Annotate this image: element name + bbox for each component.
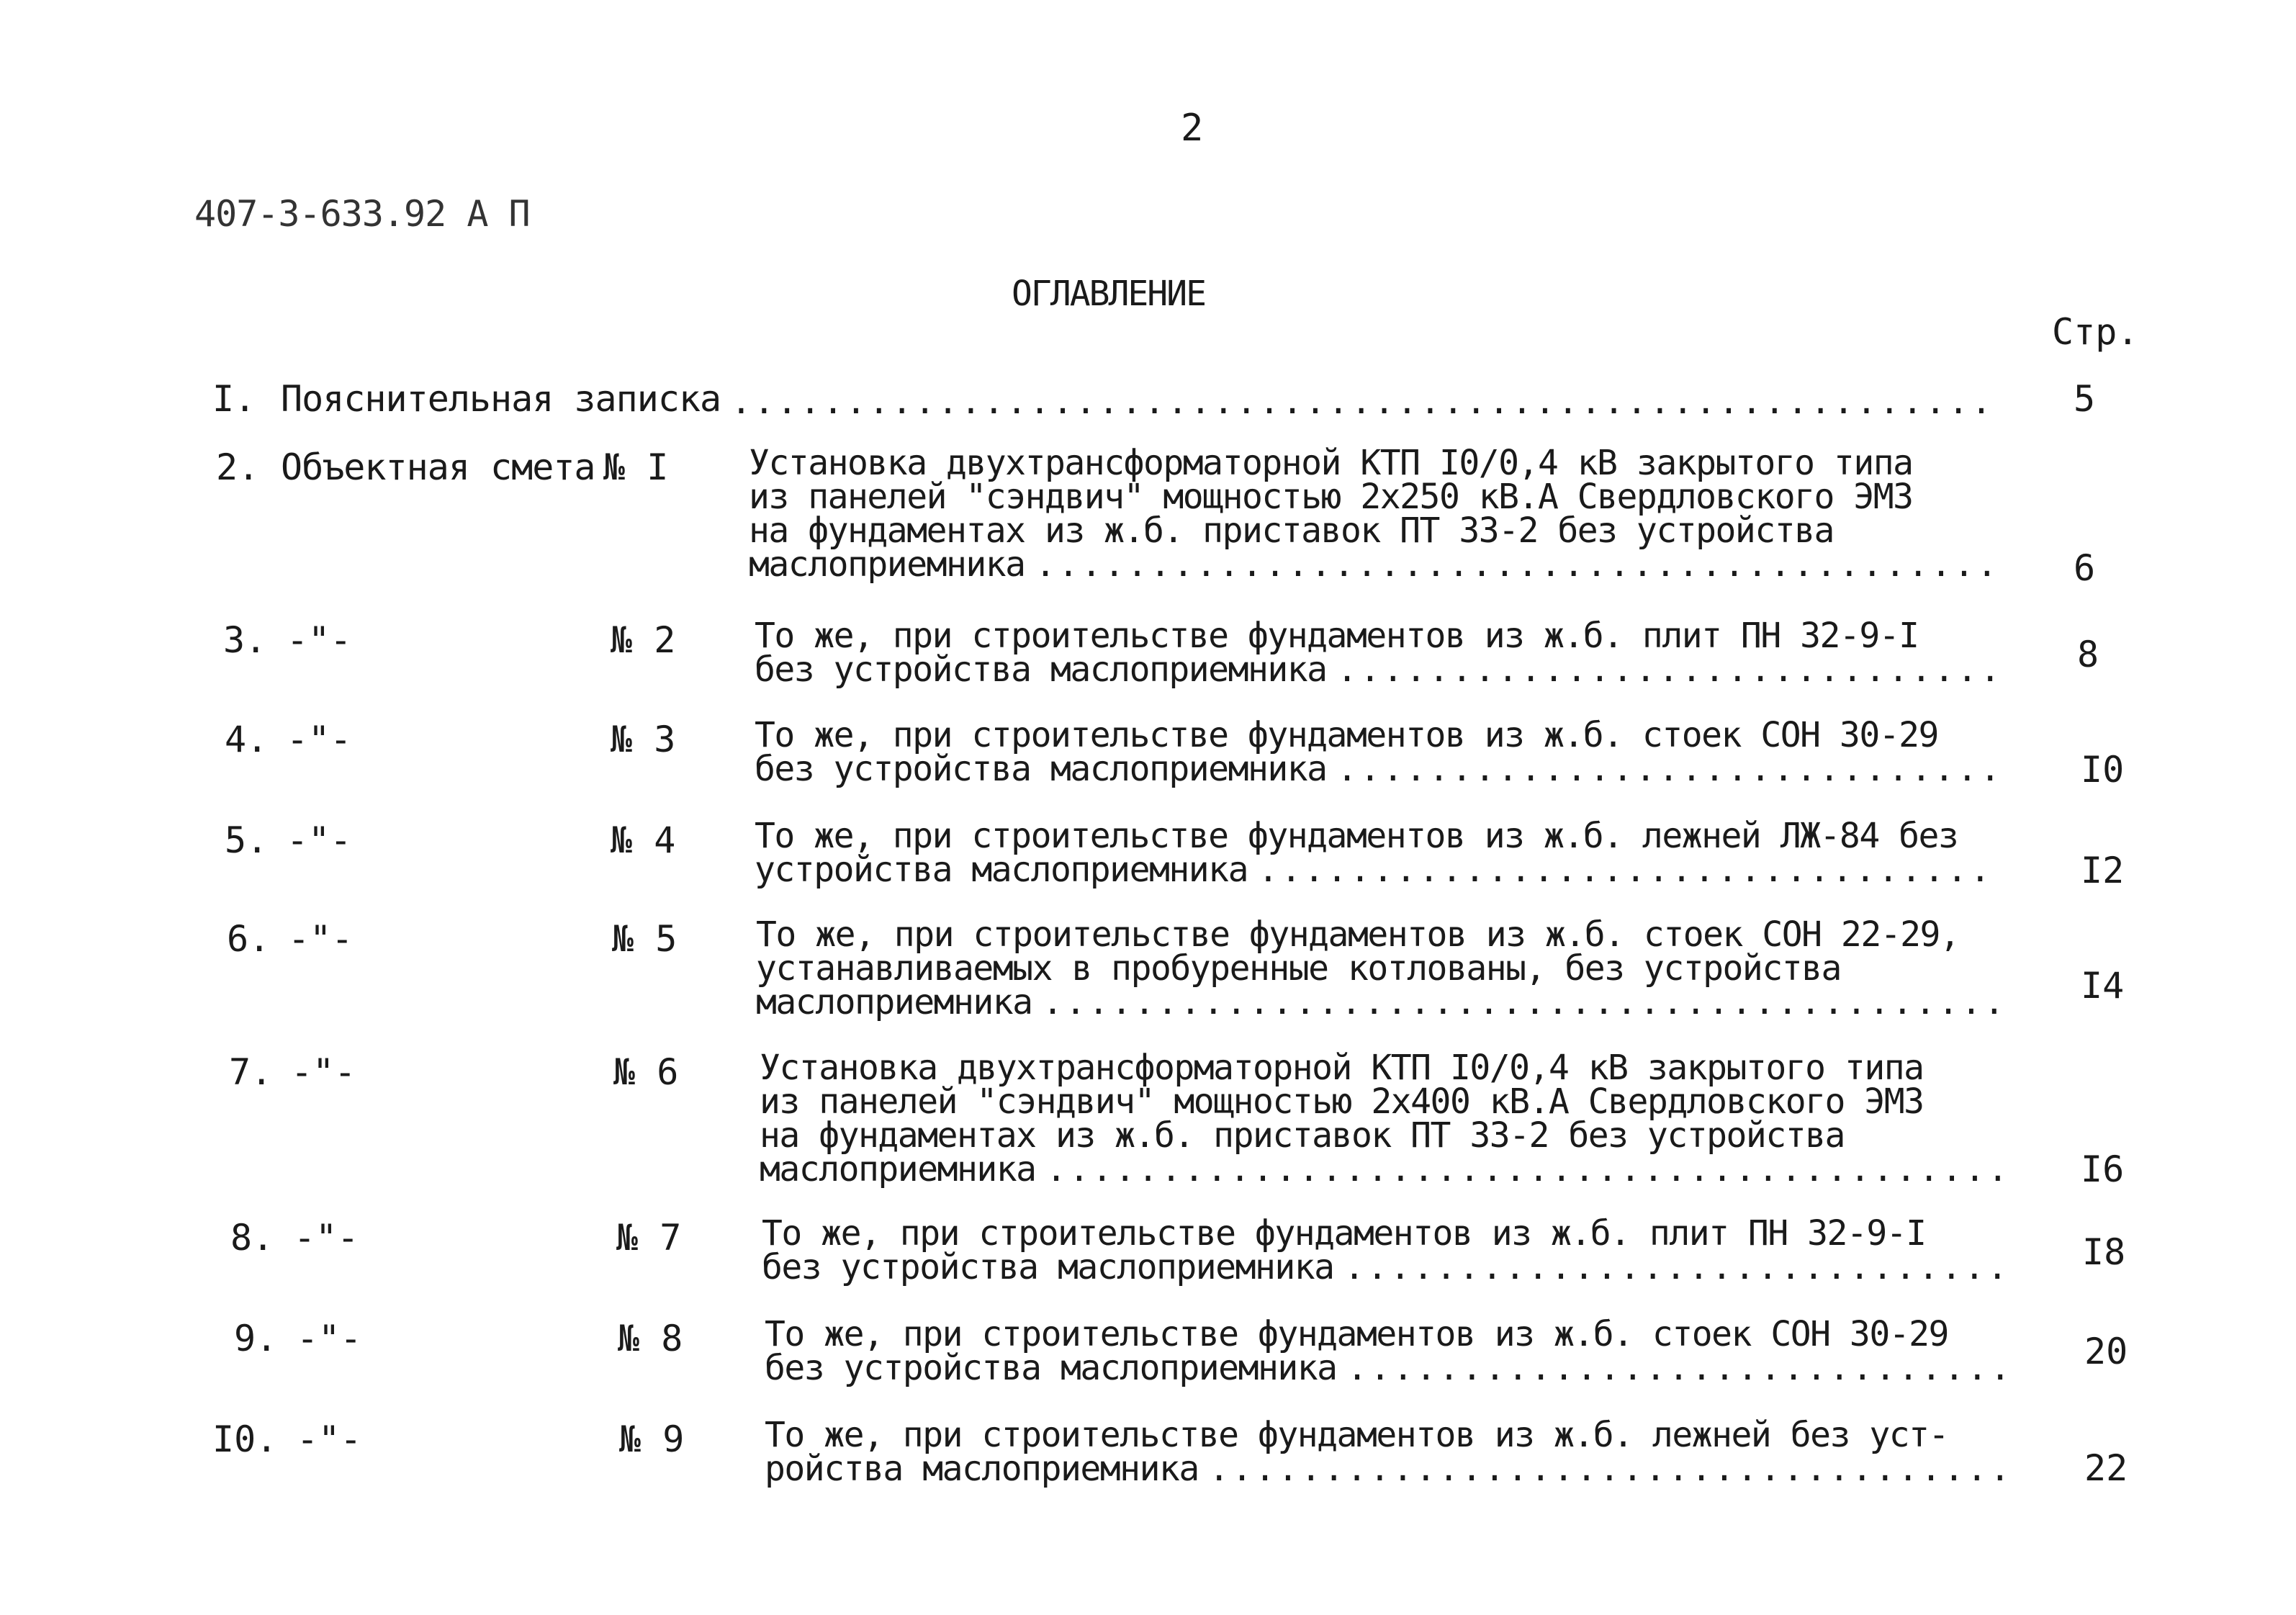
row-number: 7.	[229, 1051, 273, 1093]
page-number: 2	[1181, 107, 1204, 150]
dot-leader	[1043, 986, 2002, 1020]
ditto-mark: -"-	[287, 619, 352, 661]
ditto-mark: -"-	[297, 1418, 362, 1460]
row-description: Установка двухтрансформаторной КТП I0/0,4 кВ закрытого типа из панелей "сэндвич" мощностью 2х250 кВ.А Свердловского ЭМЗ на фундаментах из ж.б. приставок ПТ 33-2 без устройства маслоприемника .....	[749, 446, 2016, 582]
ditto-mark: -"-	[297, 1318, 362, 1359]
row-smeta-number: № 9	[619, 1418, 685, 1460]
dot-leader	[731, 382, 1994, 422]
row-smeta-number: № I	[603, 446, 669, 488]
dot-leader	[1344, 1251, 2007, 1285]
row-number: 4.	[225, 719, 269, 760]
row-description: То же, при строительстве фундаментов из ж.б. стоек СОН 30-29 без устройства маслоприемника .....	[755, 719, 2022, 786]
row-page: 6	[2074, 547, 2096, 589]
row-description: То же, при строительстве фундаментов из ж.б. лежней без уст- ройства маслоприемника .....	[765, 1418, 2032, 1486]
row-smeta-number: № 8	[618, 1318, 683, 1359]
ditto-mark: -"-	[288, 918, 354, 960]
dot-leader	[1337, 752, 2000, 786]
ditto-mark: -"-	[287, 719, 352, 760]
dot-leader	[1337, 653, 2000, 687]
row-page: I2	[2081, 850, 2125, 891]
document-code: 407-3-633.92 А П	[194, 193, 530, 235]
dot-leader	[1258, 853, 2000, 887]
toc-title: ОГЛАВЛЕНИЕ	[1012, 274, 1205, 314]
row-smeta-number: № 2	[611, 619, 676, 661]
row-page: I4	[2081, 965, 2125, 1007]
dot-leader	[1035, 548, 1994, 582]
row-smeta-number: № 5	[612, 918, 677, 960]
row-smeta-number: № 4	[611, 819, 676, 861]
row-label: Пояснительная записка	[281, 378, 721, 420]
row-page: I0	[2081, 749, 2125, 791]
row-page: 5	[2074, 378, 2096, 420]
row-page: I6	[2081, 1148, 2125, 1190]
row-smeta-number: № 7	[616, 1217, 682, 1259]
row-page: 22	[2084, 1447, 2128, 1489]
row-smeta-number: № 6	[613, 1051, 679, 1093]
dot-leader	[1209, 1452, 2010, 1486]
row-number: 6.	[227, 918, 271, 960]
row-page: 20	[2084, 1331, 2128, 1372]
dot-leader	[1046, 1153, 2005, 1187]
row-number: 2.	[216, 446, 260, 488]
row-number: 5.	[225, 819, 269, 861]
row-page: 8	[2077, 634, 2099, 675]
row-description: То же, при строительстве фундаментов из ж.б. стоек СОН 30-29 без устройства маслоприемника .....	[765, 1318, 2032, 1385]
row-description: То же, при строительстве фундаментов из ж.б. плит ПН 32-9-I без устройства маслоприемника .....	[755, 619, 2022, 687]
row-number: I.	[212, 378, 256, 420]
ditto-mark: -"-	[294, 1217, 359, 1259]
dot-leader	[1347, 1351, 2010, 1385]
row-description: То же, при строительстве фундаментов из ж.б. стоек СОН 22-29, устанавливаемых в пробуренные котлованы, без устройства маслоприемника .....	[756, 918, 2023, 1020]
row-description: Установка двухтрансформаторной КТП I0/0,4 кВ закрытого типа из панелей "сэндвич" мощностью 2х400 кВ.А Свердловского ЭМЗ на фундаментах из ж.б. приставок ПТ 33-2 без устройства маслоприемника .....	[760, 1051, 2027, 1187]
ditto-mark: -"-	[291, 1051, 356, 1093]
page-column-header: Стр.	[2052, 311, 2139, 353]
row-number: 3.	[223, 619, 267, 661]
row-label: Объектная смета	[281, 446, 595, 488]
ditto-mark: -"-	[287, 819, 352, 861]
row-number: 9.	[234, 1318, 278, 1359]
row-page: I8	[2082, 1231, 2126, 1273]
row-number: 8.	[230, 1217, 274, 1259]
row-number: I0.	[212, 1418, 278, 1460]
row-smeta-number: № 3	[611, 719, 676, 760]
row-description: То же, при строительстве фундаментов из ж.б. лежней ЛЖ-84 без устройства маслоприемника .....	[755, 819, 2022, 887]
row-description: То же, при строительстве фундаментов из ж.б. плит ПН 32-9-I без устройства маслоприемника .....	[762, 1217, 2029, 1285]
